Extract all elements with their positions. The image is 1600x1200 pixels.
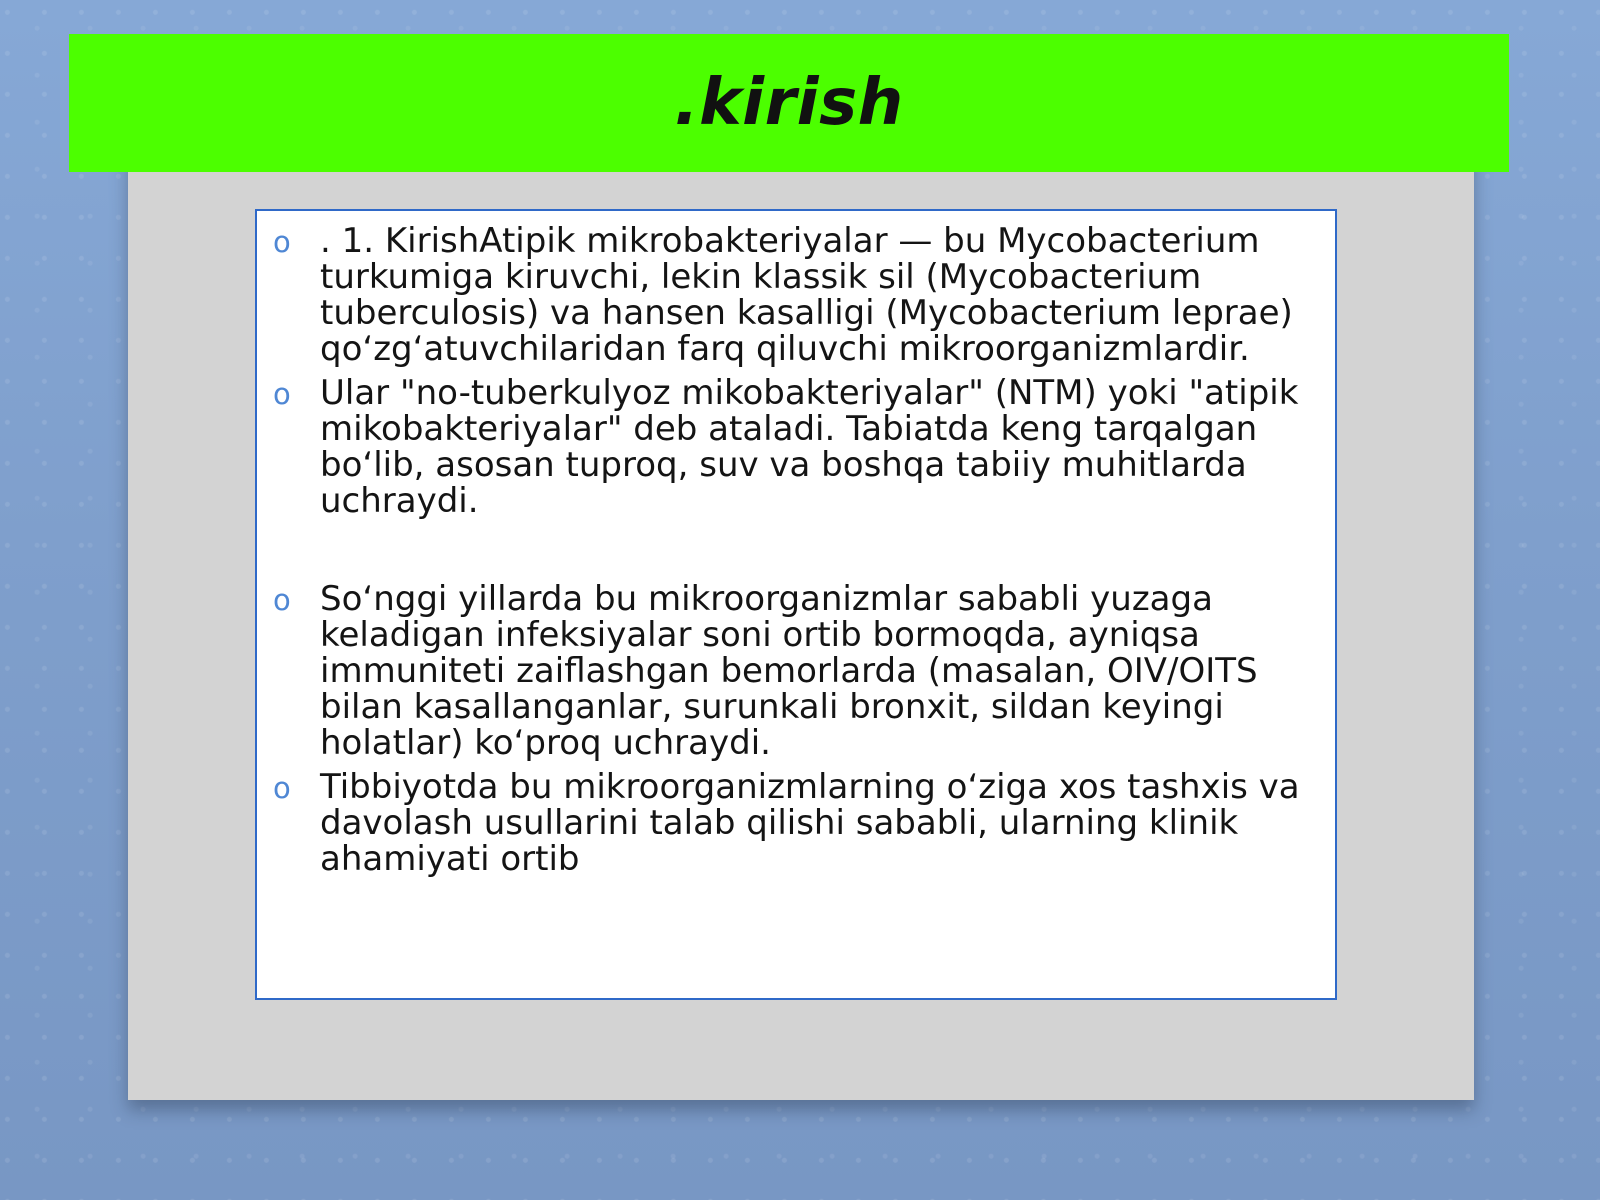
- title-bar: [69, 34, 1509, 172]
- content-box: [255, 209, 1337, 1000]
- bullet-item-2: [273, 375, 1323, 519]
- bullet-marker-icon: o: [273, 225, 291, 259]
- bullet-list: [273, 223, 1323, 877]
- bullet-text-3: So‘nggi yillarda bu mikroorganizmlar sababli yuzaga keladigan infeksiyalar soni ortib bormoqda, ayniqsa immuniteti zaiflashgan bemorlarda (masalan, OIV/OITS bilan kasallanganlar, surunkali bronxit, sildan keyingi holatlar) ko‘proq uchraydi.: [320, 579, 1258, 763]
- bullet-text-2: Ular "no-tuberkulyoz mikobakteriyalar" (NTM) yoki "atipik mikobakteriyalar" deb ataladi. Tabiatda keng tarqalgan bo‘lib, asosan tuproq, suv va boshqa tabiiy muhitlarda uchraydi.: [320, 373, 1299, 521]
- slide-title: .kirish: [674, 66, 904, 140]
- bullet-text-1: . 1. KirishAtipik mikrobakteriyalar — bu Mycobacterium turkumiga kiruvchi, lekin klassik sil (Mycobacterium tuberculosis) va hansen kasalligi (Mycobacterium leprae) qo‘zg‘atuvchilaridan farq qiluvchi mikroorganizmlardir.: [320, 221, 1293, 369]
- bullet-marker-icon: o: [273, 377, 291, 411]
- bullet-marker-icon: o: [273, 583, 291, 617]
- bullet-item-3: [273, 581, 1323, 761]
- bullet-item-1: [273, 223, 1323, 367]
- bullet-item-4: [273, 769, 1323, 877]
- bullet-marker-icon: o: [273, 771, 291, 805]
- bullet-text-4: Tibbiyotda bu mikroorganizmlarning o‘ziga xos tashxis va davolash usullarini talab qilishi sababli, ularning klinik ahamiyati ortib: [320, 767, 1300, 879]
